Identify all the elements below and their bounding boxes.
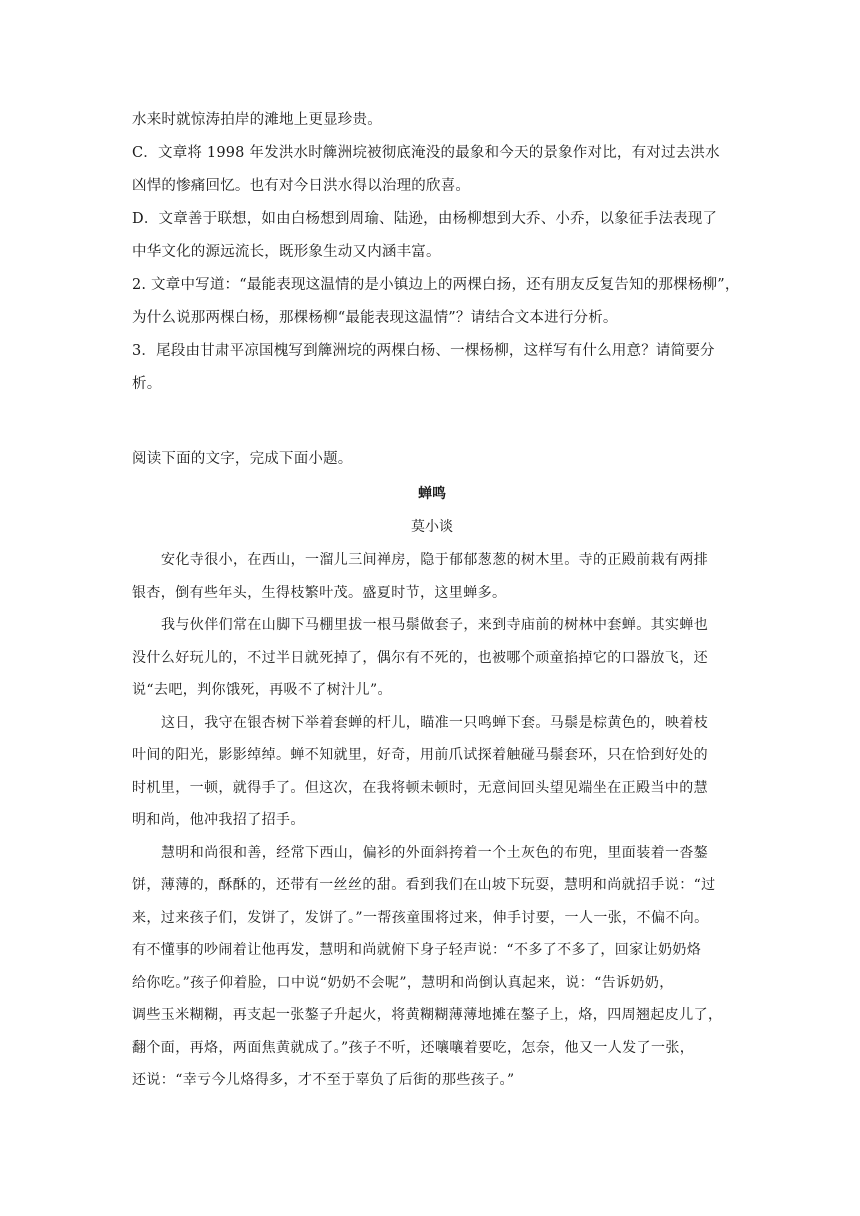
story-body bbox=[132, 544, 732, 1097]
story-line: 这日，我守在银杏树下举着套蝉的杆儿，瞄准一只鸣蝉下套。马鬃是棕黄色的，映着枝 bbox=[161, 714, 709, 731]
story-line: 调些玉米糊糊，再支起一张鏊子升起火，将黄糊糊薄薄地摊在鏊子上，烙，四周翘起皮儿了， bbox=[132, 1007, 723, 1023]
story-line: 我与伙伴们常在山脚下马棚里拔一根马鬃做套子，来到寺庙前的树林中套蝉。其实蝉也 bbox=[161, 617, 709, 633]
story-paragraph-3 bbox=[132, 707, 732, 837]
story-paragraph-1 bbox=[132, 544, 732, 609]
story-line: 还说：“幸亏今儿烙得多，才不至于辜负了后街的那些孩子。” bbox=[132, 1072, 515, 1088]
option-c-line-2: 凶悍的惨痛回忆。也有对今日洪水得以治理的欣喜。 bbox=[132, 178, 471, 194]
story-author: 莫小谈 bbox=[411, 519, 453, 535]
story-line: 没什么好玩儿的，不过半日就死掉了，偶尔有不死的，也被哪个顽童掐掉它的口器放飞，还 bbox=[132, 649, 708, 666]
story-line: 来，过来孩子们，发饼了，发饼了。”一帮孩童围将过来，伸手讨要，一人一张，不偏不向。 bbox=[132, 909, 709, 926]
question-2-line-2: 为什么说那两棵白杨，那棵杨柳“最能表现这温情”？请结合文本进行分析。 bbox=[132, 310, 618, 326]
story-title: 蝉鸣 bbox=[418, 486, 446, 502]
story-paragraph-2 bbox=[132, 609, 732, 707]
option-b-continuation: 水来时就惊涛拍岸的滩地上更显珍贵。 bbox=[132, 112, 382, 128]
story-line: 叶间的阳光，影影绰绰。蝉不知就里，好奇，用前爪试探着触碰马鬃套环，只在恰到好处的 bbox=[132, 747, 708, 763]
story-line: 时机里，一顿，就得手了。但这次，在我将顿未顿时，无意间回头望见端坐在正殿当中的慧 bbox=[132, 779, 708, 796]
story-paragraph-4 bbox=[132, 837, 732, 1097]
question-options-section bbox=[132, 104, 740, 401]
question-3-line-2: 析。 bbox=[132, 376, 162, 392]
story-line: 安化寺很小，在西山，一溜儿三间禅房，隐于郁郁葱葱的树木里。寺的正殿前栽有两排 bbox=[161, 552, 709, 568]
option-d-line-2: 中华文化的源远流长，既形象生动又内涵丰富。 bbox=[132, 244, 441, 260]
story-line: 有不懂事的吵闹着让他再发，慧明和尚就俯下身子轻声说：“不多了不多了，回家让奶奶烙 bbox=[132, 942, 702, 958]
option-d-line-1: D．文章善于联想，如由白杨想到周瑜、陆逊，由杨柳想到大乔、小乔，以象征手法表现了 bbox=[132, 211, 718, 227]
story-line: 慧明和尚很和善，经常下西山，偏衫的外面斜挎着一个土灰色的布兜，里面装着一沓鏊 bbox=[161, 844, 709, 861]
question-2-line-1: 2. 文章中写道：“最能表现这温情的是小镇边上的两棵白扬，还有朋友反复告知的那棵杨柳”， bbox=[132, 277, 740, 293]
reading-instruction: 阅读下面的文字，完成下面小题。 bbox=[132, 451, 353, 467]
story-line: 给你吃。”孩子仰着脸，口中说“奶奶不会呢”，慧明和尚倒认真起来，说：“告诉奶奶， bbox=[132, 974, 674, 991]
story-line: 翻个面，再烙，两面焦黄就成了。”孩子不听，还嚷嚷着要吃，怎奈，他又一人发了一张， bbox=[132, 1039, 695, 1056]
story-line: 饼，薄薄的，酥酥的，还带有一丝丝的甜。看到我们在山坡下玩耍，慧明和尚就招手说：“过 bbox=[132, 877, 716, 893]
option-c-line-1: C．文章将 1998 年发洪水时簰洲垸被彻底淹没的最象和今天的景象作对比，有对过去洪水 bbox=[132, 145, 720, 161]
story-line: 说“去吧，判你饿死，再吸不了树汁儿”。 bbox=[132, 682, 392, 698]
story-line: 银杏，倒有些年头，生得枝繁叶茂。盛夏时节，这里蝉多。 bbox=[132, 584, 507, 601]
story-line: 明和尚，他冲我招了招手。 bbox=[132, 812, 305, 828]
question-3-line-1: 3．尾段由甘肃平凉国槐写到簰洲垸的两棵白杨、一棵杨柳，这样写有什么用意？请简要分 bbox=[132, 343, 715, 359]
